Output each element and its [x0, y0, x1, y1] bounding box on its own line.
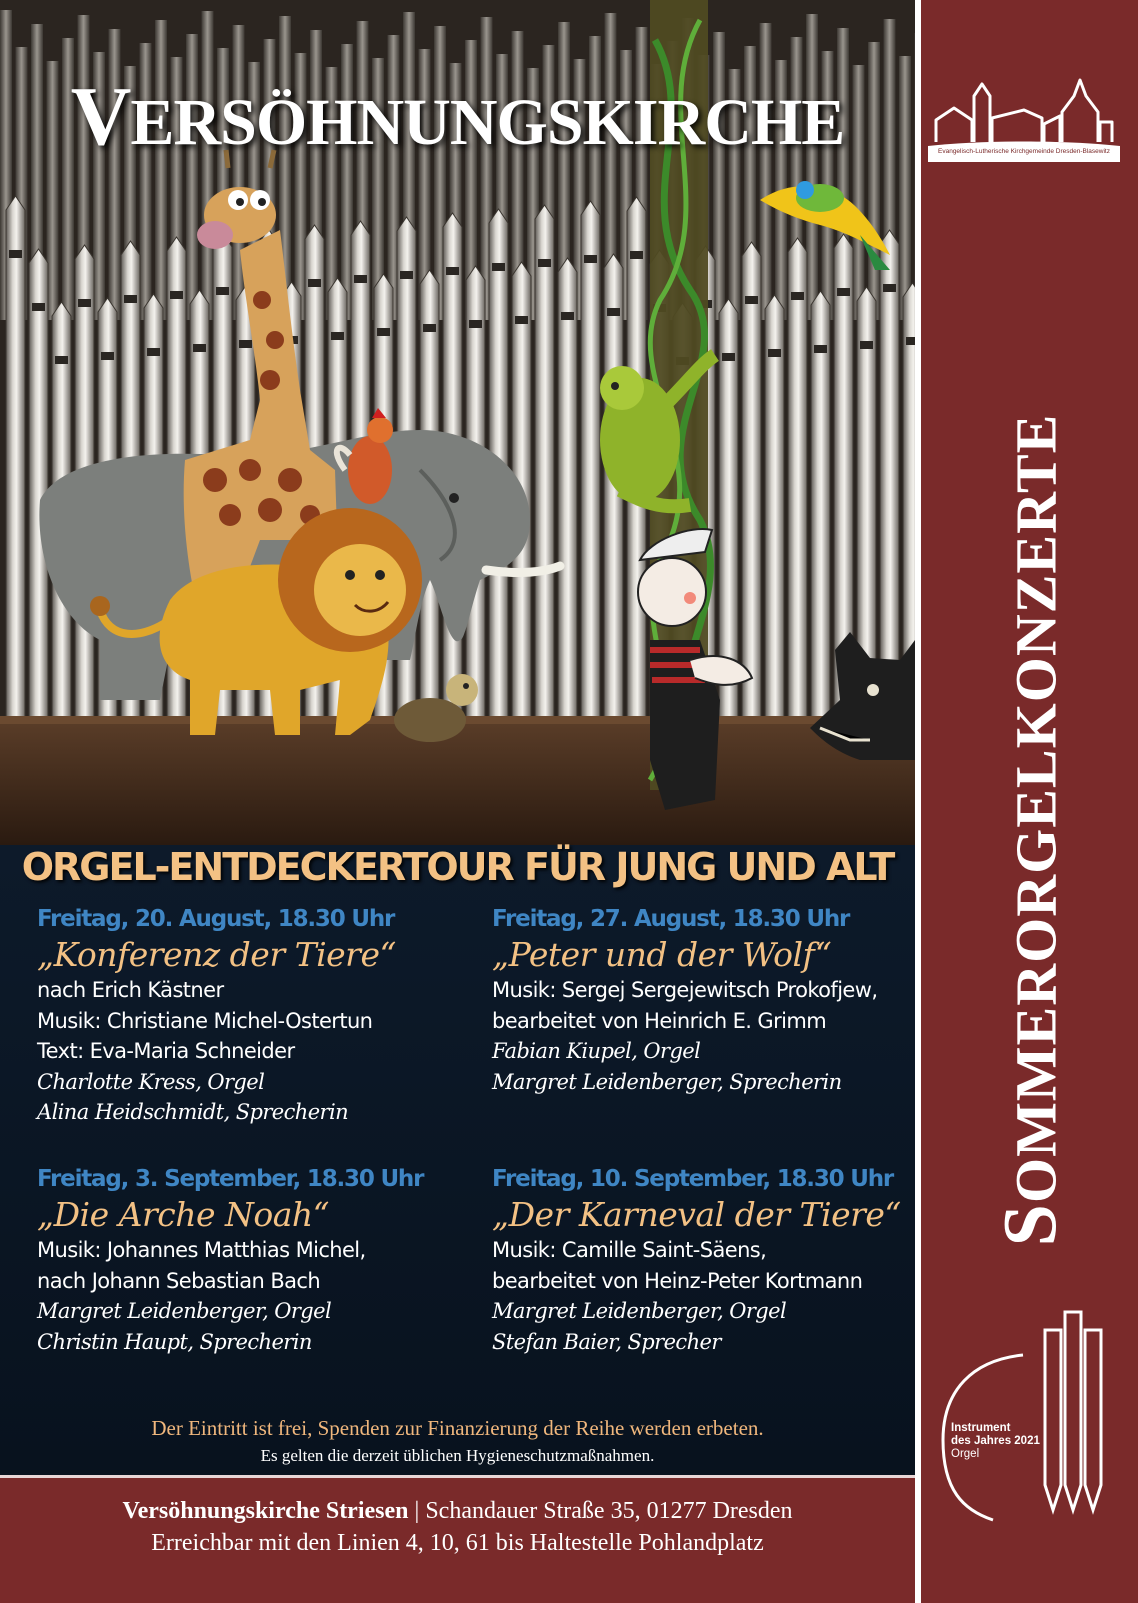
hygiene-note: Es gelten die derzeit üblichen Hygieneschutzmaßnahmen.: [260, 1446, 655, 1465]
organ-pipe-mouth: [124, 295, 137, 303]
organ-pipe-mouth: [101, 352, 114, 360]
event-performer: Stefan Baier, Sprecher: [492, 1329, 721, 1354]
organ-pipe: [788, 238, 807, 720]
footer-address-line: [0, 1498, 915, 1525]
organ-pipe: [535, 205, 554, 720]
organ-pipe-mouth: [423, 324, 436, 332]
event-detail: Musik: Camille Saint-Säens,: [492, 1238, 767, 1262]
organ-pipe-mouth: [584, 255, 597, 263]
event-card: [492, 1163, 932, 1357]
event-detail: Musik: Christiane Michel-Ostertun: [37, 1008, 373, 1033]
organ-pipe: [880, 230, 899, 720]
event-performer: Charlotte Kress, Orgel: [37, 1069, 265, 1094]
organ-pipe-mouth: [906, 337, 915, 345]
organ-pipe: [202, 11, 214, 320]
organ-pipe-mouth: [331, 332, 344, 340]
venue-name: Versöhnungskirche Striesen: [122, 1498, 409, 1524]
transit-info: Erreichbar mit den Linien 4, 10, 61 bis Haltestelle Pohlandplatz: [151, 1530, 764, 1556]
organ-pipe-mouth: [837, 288, 850, 296]
event-date: Freitag, 3. September, 18.30 Uhr: [37, 1166, 424, 1192]
organ-pipe-mouth: [216, 287, 229, 295]
organ-pipe-mouth: [561, 312, 574, 320]
event-date: Freitag, 10. September, 18.30 Uhr: [492, 1166, 894, 1192]
organ-pipe-mouth: [377, 328, 390, 336]
event-card: [492, 903, 932, 1097]
event-performer: Margret Leidenberger, Sprecherin: [492, 1069, 842, 1094]
organ-pipe-mouth: [814, 345, 827, 353]
organ-pipe-mouth: [78, 299, 91, 307]
organ-pipe: [742, 242, 761, 720]
organ-pipe-mouth: [9, 250, 22, 258]
organ-pipe-mouth: [607, 308, 620, 316]
organ-pipe: [558, 258, 577, 720]
event-date: Freitag, 20. August, 18.30 Uhr: [37, 906, 395, 932]
event-detail: Text: Eva-Maria Schneider: [37, 1039, 295, 1063]
event-title: „Der Karneval der Tiere“: [492, 1195, 901, 1234]
organ-pipe: [581, 201, 600, 720]
organ-pipe-mouth: [883, 284, 896, 292]
organ-pipe-mouth: [492, 263, 505, 271]
organ-pipe-mouth: [722, 353, 735, 361]
organ-pipe-mouth: [400, 271, 413, 279]
event-performer: Alina Heidschmidt, Sprecherin: [37, 1100, 349, 1124]
event-performer: Margret Leidenberger, Orgel: [492, 1299, 787, 1323]
event-detail: bearbeitet von Heinz-Peter Kortmann: [492, 1268, 863, 1293]
event-panel: [0, 845, 915, 1475]
event-detail: nach Erich Kästner: [37, 978, 224, 1002]
event-card: [37, 903, 477, 1128]
organ-pipe-mouth: [55, 356, 68, 364]
organ-pipe-mouth: [630, 251, 643, 259]
organ-pipe: [806, 14, 818, 320]
event-detail: bearbeitet von Heinrich E. Grimm: [492, 1008, 827, 1033]
badge-text: Instrument des Jahres 2021 Orgel: [951, 1422, 1040, 1460]
organ-pipe-mouth: [860, 341, 873, 349]
event-performer: Margret Leidenberger, Orgel: [37, 1299, 332, 1323]
organ-pipe-mouth: [147, 348, 160, 356]
organ-pipe: [811, 291, 830, 720]
footer: [0, 1475, 915, 1603]
event-title: „Peter und der Wolf“: [492, 935, 832, 974]
hero-illustration: [0, 0, 915, 845]
event-date: Freitag, 27. August, 18.30 Uhr: [492, 906, 850, 932]
event-detail: Musik: Sergej Sergejewitsch Prokofjew,: [492, 978, 878, 1002]
organ-pipe-mouth: [791, 292, 804, 300]
sidebar: [915, 0, 1138, 1603]
event-performer: Fabian Kiupel, Orgel: [492, 1039, 701, 1063]
event-title: „Konferenz der Tiere“: [37, 935, 396, 974]
series-title-vertical: SOMMERORGELKONZERTE: [988, 413, 1073, 1247]
organ-pipe-mouth: [170, 291, 183, 299]
organ-pipe-mouth: [515, 316, 528, 324]
organ-pipe-mouth: [239, 340, 252, 348]
separator: |: [408, 1498, 426, 1524]
organ-pipe-mouth: [193, 344, 206, 352]
parish-logo: [924, 72, 1124, 164]
parish-name: Evangelisch-Lutherische Kirchgemeinde Dresden-Blasewitz: [938, 148, 1110, 155]
organ-pipe-mouth: [469, 320, 482, 328]
instrument-of-year-badge: [933, 1300, 1133, 1560]
event-detail: nach Johann Sebastian Bach: [37, 1268, 321, 1293]
organ-pipe: [29, 249, 48, 720]
organ-pipe-mouth: [446, 267, 459, 275]
venue-address: Schandauer Straße 35, 01277 Dresden: [425, 1498, 793, 1524]
organ-pipe: [765, 295, 784, 720]
series-subtitle: ORGEL-ENTDECKERTOUR FÜR JUNG UND ALT: [21, 845, 894, 889]
organ-pipe: [155, 20, 167, 320]
organ-pipe: [6, 196, 25, 720]
admission-note: Der Eintritt ist frei, Spenden zur Finanzierung der Reihe werden erbeten.: [151, 1416, 764, 1440]
organ-pipe-mouth: [354, 275, 367, 283]
page-title: VERSÖHNUNGSKIRCHE: [70, 70, 845, 163]
organ-pipe-mouth: [538, 259, 551, 267]
organ-pipe-mouth: [768, 349, 781, 357]
event-title: „Die Arche Noah“: [37, 1195, 330, 1234]
organ-pipe-mouth: [308, 279, 321, 287]
event-detail: Musik: Johannes Matthias Michel,: [37, 1238, 366, 1262]
organ-pipe-mouth: [32, 303, 45, 311]
event-card: [37, 1163, 477, 1357]
event-performer: Christin Haupt, Sprecherin: [37, 1329, 312, 1354]
organ-pipe-mouth: [745, 296, 758, 304]
